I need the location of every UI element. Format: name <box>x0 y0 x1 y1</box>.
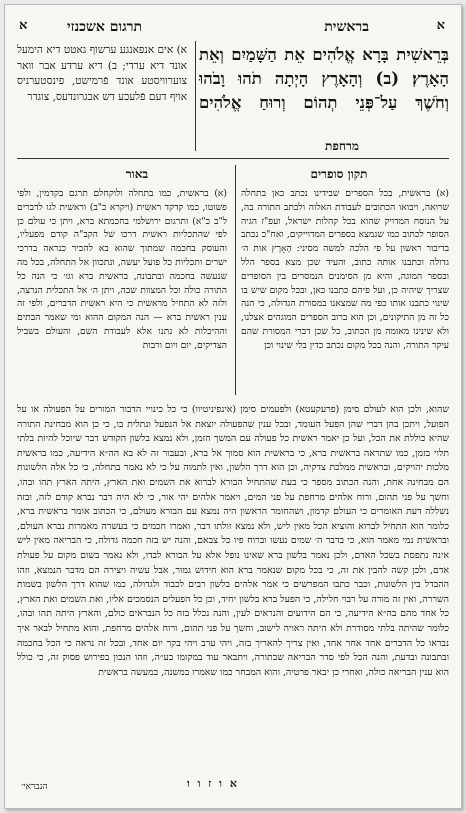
commentary-column-divider <box>235 165 236 395</box>
translation-header: תרגום אשכנזי <box>67 19 143 35</box>
verse-end-word: מרחפת <box>325 139 359 153</box>
page-sheet <box>4 4 462 809</box>
book-page <box>17 15 449 799</box>
biur-text: (א) בראשית, כמו בתחלה ולוקחלם תרגם בקדמין, ולפי פשוטו, כמו קדקד ראשית (ויקרא כ"ב) וראשית לגו לדברים ל"ב כ"א) ותרגום ירושלמי בחכמתא ברא, ויתן כי עולם כן לפי שהתכליות ראשית דרכו של הקב"ה קודם מפעליו, והעוסק בחכמה שמתוך שהוא בא להכיר כנראה בדרכי ישרים ותכליות כל פועל יעשה, ונתכוון אל התחלה, בכל מה שנעשה בחכמה ובתבונה, בראשית ברא וגו׳ כי הנה כל התורה כולה וכל המצוות שבה, ויתן ה׳ אל התכלית הנרצה, ולזה לא התחיל מראשית כי היא ראשית הדברים, ולפי זה ענין ראשית ברא — הנה המקום ההוא ומי שאמר הבתים וההיכלות לא נתנו אלא לעבודת השם, והעולם בשביל הצדיקים, יום ויום ורבות <box>17 188 227 351</box>
section-rule-top <box>17 158 449 159</box>
book-title-header: בראשית <box>324 19 369 35</box>
top-column-divider <box>195 41 196 151</box>
chapter-mark-right: א <box>436 18 445 33</box>
commentary-continuation: שהוא, ולכן הוא לעולם סימן (פרעקעטא) ולפעמים סימן (אינפיניטיוו) כי כל כינויי הדבור המורים על הפעולה או על הפועל, ויתכן בהן דברי שהן הפעל העומד, ובכל ענין שהפעולה יוצאת אל הנפעל ונתלית בו, כי כן הוא מבחינת התורה שהיא כוללת את הכל, ועל כן יאמר ראשית כל פעולה עם המשך הזמן, ולא נמצא בלשון הקודש דבר שיוכל להיות בלתי תלוי בזמן, כמו שתראה בראשית ברא, כי בראשית הוא סמוך אל ברא, ובעבור זה לא בא הה״א הידיעה, כמו בראשית מלכות יהויקים, ובראשית ממלכת צדקיה, וכן הוא דרך הלשון, ואין לתמוה על כי לא נאמר בתחלה, כי כל אלה הלשונות הם מבחינה אחת, והנה הכתוב מספר כי בעת שהתחיל הבורא לברוא את השמים ואת הארץ, היתה הארץ תהו ובהו, וחשך על פני תהום, ורוח אלהים מרחפת על פני המים, ויאמר אלהים יהי אור, כי לא היה דבר נברא קודם לזה, ובזה נשללה דעת האומרים כי העולם קדמון, ושהחומר הראשון היה נמצא עם הבורא מעולם, כי הכתוב אומר בראשית ברא, כלומר הוא התחיל לברוא והוציא הכל מאין ליש, ולא נמצא זולתו דבר, ואמרו חכמים כי בעשרה מאמרות נברא העולם, ובראשית נמי מאמר הוא, כי בדבר ה׳ שמים נעשו וברוח פיו כל צבאם, והנה יש בזה חכמה גדולה, כי הבריאה מאין ליש אינה נתפסת בשכל האדם, ולכן נאמר בלשון ברא שאינו נופל אלא על הבורא לבדו, ולא נאמר בשום מקום על פעולת אדם, ולכן קשה להבין את זה, כי בכל מקום שנאמר ברא הוא חידוש גמור, אבל עשיה ויצירה הם מדבר הנמצא, וזהו ההבדל בין הלשונות, וכבר כתבו המפרשים כי אמר אלהים בלשון רבים לכבוד ולגדולה, כמו שהוא דרך הלשון בשמות השררה, ואין זה מורה על רבוי חלילה, כי הפעל ברא בלשון יחיד, וכן כל הפעלים הנסמכים אליו, ואת השמים ואת הארץ, כל אחד מהם בה״א הידיעה, כי הם הידועים והנראים לעין, והנה נכלל בזה כל הנבראים כולם, והארץ היתה תהו ובהו, כלומר שהיתה בלתי מסודרת ולא היתה ראויה לישוב, וחשך על פני תהום, ורוח אלהים מרחפת, והוא מתחיל לבאר איך נבראו כל הדברים אחד אחר אחד, ואין צריך להאריך בזה, ויהי ערב ויהי בקר יום אחד, ובכל זה נראה כי הכל בחכמה ובתבונה ובדעת, והנה הכל לפי סדר הבריאה שבתורה, ויתבאר עוד במקומו בע״ה, וזהו הנכון בפירוש פסוק זה, כי כולל הוא ענין הבריאה כולה, ואחרי כן יבאר פרטיה, והוא המבחר כמו שאמרו במשנה, במעשה בראשית <box>17 404 449 678</box>
biur-header: באור <box>125 167 149 181</box>
translation-text: א) אים אנפאנגע ערשוף גאטט דיא הימעל אונד דיא ערדי; ב) דיא ערדע אבר וואר צוערוויסטע אונד פֿרמישט, פינסטערניס אויף דעם פֿלעכע דש אבגרונדעס, צוגדר <box>17 44 187 103</box>
page-signature: א ו ז ו ו <box>187 777 239 790</box>
chapter-mark-left: א <box>19 18 28 33</box>
catchword: הנבראי׳ <box>21 782 48 792</box>
tikkun-soferim-header: תקון סופרים <box>310 167 368 181</box>
verse-text: בְּרֵאשִׁית בָּרָא אֱלֹהִים אֵת הַשָּׁמַיִם וְאֵת הָאָרֶץ׃ (ב) וְהָאָרֶץ הָיְתָה תֹהוּ וָבֹהוּ וְחֹשֶׁךְ עַל־פְּנֵי תְהוֹם וְרוּחַ אֱלֹהִים <box>199 45 449 113</box>
tikkun-soferim-text: (א) בראשית, בכל הספרים שבידינו נכתב כאן בתחלה שרואה, ויבואו הכתובים לעבודת האלוה ולכתב התורה בה, על הנוסח המדויק שהוא בכל קהלות ישראל, ועפ"ז הגיה הסופר לכתוב כמו שנמצא בספרים המדוייקים, ואח"כ נכתב בדיבור ראשון על פי הלכה למשה מסיני: הָאָרֶץ אות ה׳ גדולה וכתבנו אותה כתוב, והעיד שכן מצא בספר הלל ובספר המוגה, והיא מן הסימנים הנמסרים בין הסופרים שצריך שיהיה כן, ועל פיהם כתבנו כאן, ובכל מקום שיש בו שינוי כתבנו אותו כפי מה שמצאנו במסורת הגדולה, כי הנה כל זה מן התיקונים, וכן הוא ברוב הספרים המוגהים אצלנו, ולא שינינו מאומה מן הכתוב, כל שכן דברי המסורת שהם עיקר התורה, והנה בכל מקום נכתב כדין בלי שינוי וכן <box>241 188 449 351</box>
